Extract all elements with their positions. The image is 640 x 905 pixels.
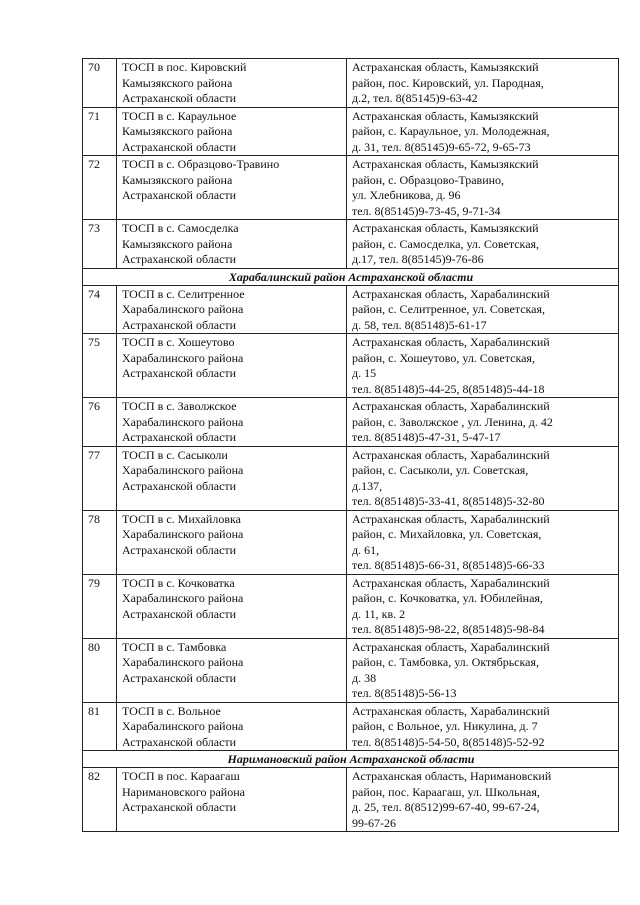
address-line: район, пос. Кировский, ул. Пародная, bbox=[352, 75, 544, 90]
office-name-line: Камызякского района bbox=[122, 236, 233, 251]
address-line: тел. 8(85148)5-47-31, 5-47-17 bbox=[352, 430, 501, 444]
address-cell bbox=[347, 702, 619, 751]
row-number: 81 bbox=[83, 702, 117, 751]
address-line: Астраханская область, Харабалинский bbox=[352, 575, 550, 590]
address-line: д. 11, кв. 2 bbox=[352, 606, 406, 621]
address-line: район, с. Караульное, ул. Молодежная, bbox=[352, 124, 550, 138]
row-number: 74 bbox=[83, 285, 117, 334]
office-name-line: Астраханской области bbox=[122, 800, 237, 814]
office-name-line: ТОСП в с. Образцово-Травино bbox=[122, 157, 280, 171]
address-cell bbox=[347, 59, 619, 108]
address-line: д. 61, bbox=[352, 542, 380, 557]
row-number: 82 bbox=[83, 768, 117, 832]
office-name-cell bbox=[117, 107, 347, 156]
address-cell bbox=[347, 220, 619, 269]
office-name-line: Астраханской области bbox=[122, 734, 237, 749]
section-header-row bbox=[83, 268, 619, 285]
office-name-line: Камызякского района bbox=[122, 75, 233, 90]
address-line: район, с. Михайловка, ул. Советская, bbox=[352, 527, 542, 541]
address-line: ул. Хлебникова, д. 96 bbox=[352, 188, 461, 202]
office-name-cell bbox=[117, 59, 347, 108]
office-name-line: ТОСП в с. Самосделка bbox=[122, 221, 239, 235]
office-name-line: ТОСП в с. Хошеутово bbox=[122, 335, 235, 349]
address-line: Астраханская область, Наримановский bbox=[352, 769, 552, 783]
table-row bbox=[83, 702, 619, 751]
office-name-line: Астраханской области bbox=[122, 670, 237, 685]
address-line: Астраханская область, Харабалинский bbox=[352, 399, 550, 413]
office-name-line: ТОСП в пос. Кировский bbox=[122, 60, 247, 74]
address-cell bbox=[347, 285, 619, 334]
office-name-line: Харабалинского района bbox=[122, 463, 244, 477]
row-number: 72 bbox=[83, 156, 117, 220]
address-cell bbox=[347, 107, 619, 156]
address-line: Астраханская область, Камызякский bbox=[352, 108, 539, 123]
table-row bbox=[83, 638, 619, 702]
row-number: 80 bbox=[83, 638, 117, 702]
address-line: Астраханская область, Харабалинский bbox=[352, 511, 550, 526]
address-line: Астраханская область, Харабалинский bbox=[352, 703, 550, 718]
office-name-line: ТОСП в с. Вольное bbox=[122, 703, 221, 718]
address-cell bbox=[347, 446, 619, 510]
office-name-line: Астраханской области bbox=[122, 542, 237, 557]
address-line: тел. 8(85148)5-98-22, 8(85148)5-98-84 bbox=[352, 622, 545, 636]
office-name-line: Харабалинского района bbox=[122, 719, 244, 733]
office-name-cell bbox=[117, 156, 347, 220]
table-row bbox=[83, 156, 619, 220]
address-line: тел. 8(85148)5-33-41, 8(85148)5-32-80 bbox=[352, 494, 545, 508]
office-name-line: Астраханской области bbox=[122, 478, 237, 493]
office-name-cell bbox=[117, 220, 347, 269]
address-line: район, с. Кочковатка, ул. Юбилейная, bbox=[352, 591, 543, 605]
address-line: тел. 8(85148)5-66-31, 8(85148)5-66-33 bbox=[352, 558, 545, 572]
section-header-row bbox=[83, 751, 619, 768]
address-line: Астраханская область, Камызякский bbox=[352, 157, 539, 171]
row-number: 75 bbox=[83, 334, 117, 398]
address-line: Астраханская область, Харабалинский bbox=[352, 447, 550, 462]
offices-table bbox=[82, 58, 619, 832]
table-row bbox=[83, 285, 619, 334]
address-line: д. 38 bbox=[352, 670, 377, 685]
office-name-line: Харабалинского района bbox=[122, 527, 244, 541]
office-name-line: Харабалинского района bbox=[122, 591, 244, 605]
address-line: тел. 8(85148)5-56-13 bbox=[352, 686, 457, 700]
office-name-line: ТОСП в с. Михайловка bbox=[122, 511, 241, 526]
address-line: тел. 8(85148)5-54-50, 8(85148)5-52-92 bbox=[352, 734, 545, 749]
office-name-line: Харабалинского района bbox=[122, 414, 244, 429]
address-line: Астраханская область, Харабалинский bbox=[352, 286, 550, 301]
table-row bbox=[83, 510, 619, 574]
office-name-cell bbox=[117, 702, 347, 751]
office-name-line: ТОСП в с. Кочковатка bbox=[122, 575, 235, 590]
address-line: тел. 8(85145)9-73-45, 9-71-34 bbox=[352, 203, 501, 218]
offices-table-body bbox=[83, 59, 619, 832]
office-name-line: Астраханской области bbox=[122, 252, 237, 266]
office-name-cell bbox=[117, 638, 347, 702]
office-name-line: ТОСП в с. Заволжское bbox=[122, 399, 237, 413]
office-name-cell bbox=[117, 510, 347, 574]
row-number: 77 bbox=[83, 446, 117, 510]
row-number: 73 bbox=[83, 220, 117, 269]
office-name-line: Астраханской области bbox=[122, 317, 237, 332]
address-cell bbox=[347, 398, 619, 447]
address-line: Астраханская область, Харабалинский bbox=[352, 639, 550, 654]
address-line: Астраханская область, Камызякский bbox=[352, 221, 539, 235]
address-line: Астраханская область, Харабалинский bbox=[352, 335, 550, 349]
office-name-line: Астраханской области bbox=[122, 366, 237, 380]
table-row bbox=[83, 768, 619, 832]
office-name-line: Харабалинского района bbox=[122, 302, 244, 316]
office-name-cell bbox=[117, 574, 347, 638]
office-name-line: ТОСП в пос. Караагаш bbox=[122, 769, 240, 783]
address-line: д. 15 bbox=[352, 366, 377, 380]
table-row bbox=[83, 574, 619, 638]
address-line: тел. 8(85148)5-44-25, 8(85148)5-44-18 bbox=[352, 381, 545, 396]
office-name-cell bbox=[117, 285, 347, 334]
address-line: район, с. Образцово-Травино, bbox=[352, 172, 505, 187]
address-line: Астраханская область, Камызякский bbox=[352, 60, 539, 74]
address-line: д.17, тел. 8(85145)9-76-86 bbox=[352, 252, 484, 266]
office-name-line: Астраханской области bbox=[122, 188, 237, 202]
row-number: 76 bbox=[83, 398, 117, 447]
address-cell bbox=[347, 574, 619, 638]
office-name-line: Харабалинского района bbox=[122, 350, 244, 365]
section-title: Харабалинский район Астраханской области bbox=[83, 268, 619, 285]
office-name-line: Астраханской области bbox=[122, 606, 237, 621]
address-line: д.137, bbox=[352, 478, 383, 493]
address-line: район, с. Самосделка, ул. Советская, bbox=[352, 236, 540, 251]
office-name-cell bbox=[117, 768, 347, 832]
office-name-line: Камызякского района bbox=[122, 172, 233, 187]
address-line: район, с. Заволжское , ул. Ленина, д. 42 bbox=[352, 414, 553, 429]
address-cell bbox=[347, 638, 619, 702]
table-row bbox=[83, 398, 619, 447]
office-name-line: ТОСП в с. Тамбовка bbox=[122, 639, 227, 654]
address-cell bbox=[347, 334, 619, 398]
address-cell bbox=[347, 510, 619, 574]
office-name-line: Наримановского района bbox=[122, 784, 245, 799]
address-line: район, с. Селитренное, ул. Советская, bbox=[352, 302, 546, 316]
address-line: д. 58, тел. 8(85148)5-61-17 bbox=[352, 317, 487, 332]
table-row bbox=[83, 107, 619, 156]
office-name-line: Астраханской области bbox=[122, 430, 237, 444]
address-cell bbox=[347, 156, 619, 220]
address-line: район, с. Тамбовка, ул. Октябрьская, bbox=[352, 655, 539, 669]
row-number: 79 bbox=[83, 574, 117, 638]
office-name-line: Камызякского района bbox=[122, 124, 233, 138]
office-name-line: ТОСП в с. Сасыколи bbox=[122, 447, 228, 462]
address-line: д.2, тел. 8(85145)9-63-42 bbox=[352, 91, 478, 105]
office-name-line: ТОСП в с. Селитренное bbox=[122, 286, 245, 301]
table-row bbox=[83, 334, 619, 398]
office-name-cell bbox=[117, 334, 347, 398]
address-line: 99-67-26 bbox=[352, 815, 396, 830]
address-line: д. 31, тел. 8(85145)9-65-72, 9-65-73 bbox=[352, 139, 531, 154]
office-name-line: Харабалинского района bbox=[122, 655, 244, 669]
office-name-line: ТОСП в с. Караульное bbox=[122, 108, 237, 123]
office-name-line: Астраханской области bbox=[122, 91, 237, 105]
row-number: 71 bbox=[83, 107, 117, 156]
address-line: район, пос. Караагаш, ул. Школьная, bbox=[352, 784, 540, 799]
address-line: район, с. Сасыколи, ул. Советская, bbox=[352, 463, 529, 477]
table-row bbox=[83, 446, 619, 510]
section-title: Наримановский район Астраханской области bbox=[83, 751, 619, 768]
row-number: 70 bbox=[83, 59, 117, 108]
table-row bbox=[83, 220, 619, 269]
address-line: д. 25, тел. 8(8512)99-67-40, 99-67-24, bbox=[352, 800, 540, 814]
table-row bbox=[83, 59, 619, 108]
row-number: 78 bbox=[83, 510, 117, 574]
office-name-cell bbox=[117, 446, 347, 510]
address-line: район, с Вольное, ул. Никулина, д. 7 bbox=[352, 719, 538, 733]
address-cell bbox=[347, 768, 619, 832]
address-line: район, с. Хошеутово, ул. Советская, bbox=[352, 350, 535, 365]
office-name-cell bbox=[117, 398, 347, 447]
office-name-line: Астраханской области bbox=[122, 139, 237, 154]
